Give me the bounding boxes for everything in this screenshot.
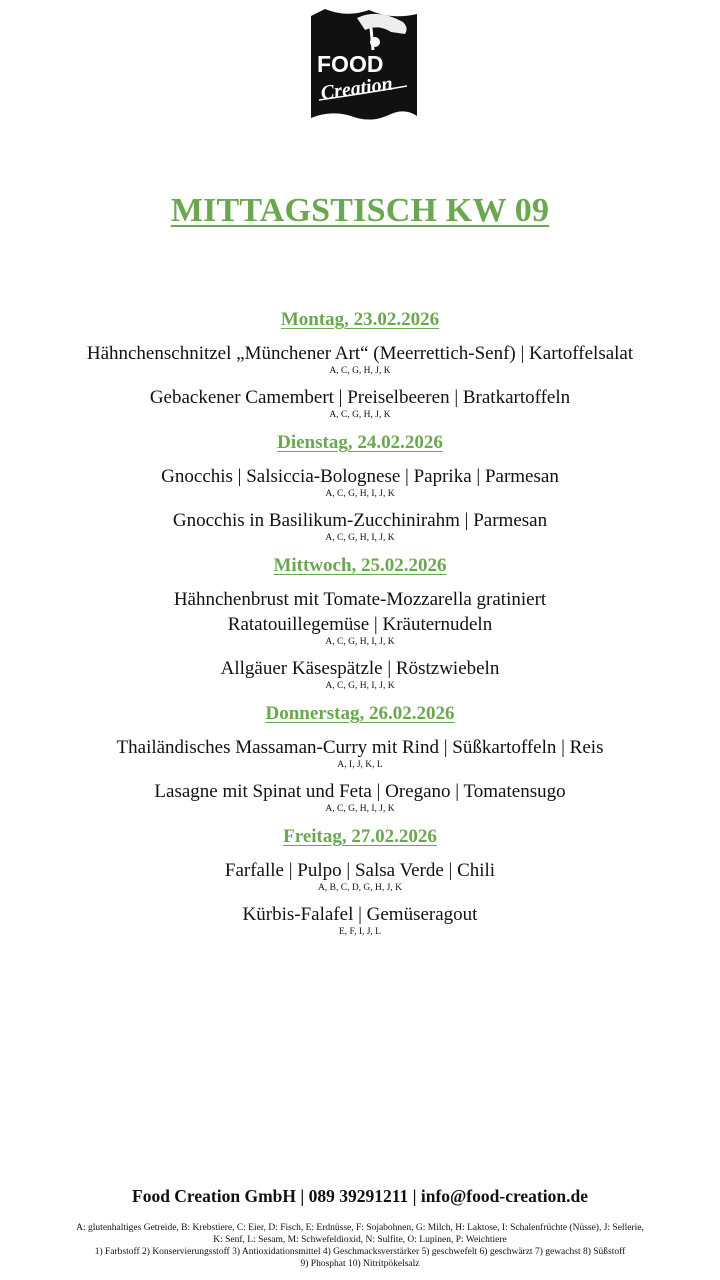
day-heading-wednesday: Mittwoch, 25.02.2026 bbox=[273, 555, 447, 576]
dish-item bbox=[0, 464, 720, 500]
page-title: MITTAGSTISCH KW 09 bbox=[170, 192, 550, 229]
dish-name: Farfalle | Pulpo | Salsa Verde | Chili bbox=[224, 860, 496, 881]
dish-allergens: A, C, G, H, I, J, K bbox=[325, 533, 395, 543]
dish-allergens: A, C, G, H, I, J, K bbox=[325, 804, 395, 814]
dish-name: Thailändisches Massaman-Curry mit Rind | Süßkartoffeln | Reis bbox=[116, 737, 604, 758]
day-heading-friday: Freitag, 27.02.2026 bbox=[283, 826, 437, 847]
dish-allergens: A, C, G, H, J, K bbox=[329, 410, 391, 420]
logo-text-top: FOOD bbox=[317, 51, 384, 77]
dish-item bbox=[0, 779, 720, 815]
allergen-legend bbox=[10, 1222, 710, 1270]
day-heading-thursday: Donnerstag, 26.02.2026 bbox=[265, 703, 455, 724]
dish-name-line-2: Ratatouillegemüse | Kräuternudeln bbox=[227, 614, 493, 635]
weekly-menu bbox=[0, 306, 720, 946]
dish-allergens: A, C, G, H, I, J, K bbox=[325, 681, 395, 691]
dish-item bbox=[0, 902, 720, 938]
dish-name: Gnocchis in Basilikum-Zucchinirahm | Parmesan bbox=[172, 510, 548, 531]
food-creation-logo bbox=[311, 6, 417, 125]
footer-company-info: Food Creation GmbH | 089 39291211 | info@food-creation.de bbox=[132, 1186, 588, 1206]
dish-item bbox=[0, 508, 720, 544]
logo-text-bottom: Creation bbox=[319, 72, 395, 105]
dish-allergens: A, B, C, D, G, H, J, K bbox=[318, 883, 402, 893]
dish-name: Hähnchenbrust mit Tomate-Mozzarella gratiniert bbox=[173, 589, 547, 610]
legend-line: A: glutenhaltiges Getreide, B: Krebstiere, C: Eier, D: Fisch, E: Erdnüsse, F: Sojabohnen, G: Milch, H: Laktose, I: Schalenfrüchte (Nüsse), J: Sellerie, bbox=[76, 1223, 644, 1233]
dish-allergens: A, C, G, H, I, J, K bbox=[325, 637, 395, 647]
dish-allergens: E, F, I, J, L bbox=[339, 927, 381, 937]
dish-allergens: A, C, G, H, I, J, K bbox=[325, 489, 395, 499]
legend-line: 9) Phosphat 10) Nitritpökelsalz bbox=[300, 1259, 420, 1269]
dish-name: Hähnchenschnitzel „Münchener Art“ (Meerrettich-Senf) | Kartoffelsalat bbox=[86, 343, 634, 364]
dish-name: Kürbis-Falafel | Gemüseragout bbox=[242, 904, 478, 925]
day-heading-monday: Montag, 23.02.2026 bbox=[280, 309, 440, 330]
dish-item bbox=[0, 656, 720, 692]
day-heading-tuesday: Dienstag, 24.02.2026 bbox=[277, 432, 443, 453]
dish-item bbox=[0, 385, 720, 421]
dish-name: Gnocchis | Salsiccia-Bolognese | Paprika | Parmesan bbox=[161, 466, 559, 487]
dish-item bbox=[0, 858, 720, 894]
dish-name: Gebackener Camembert | Preiselbeeren | Bratkartoffeln bbox=[149, 387, 571, 408]
legend-line: K: Senf, L: Sesam, M: Schwefeldioxid, N: Sulfite, O: Lupinen, P: Weichtiere bbox=[213, 1235, 507, 1245]
dish-allergens: A, I, J, K, L bbox=[337, 760, 383, 770]
legend-line: 1) Farbstoff 2) Konservierungsstoff 3) Antioxidationsmittel 4) Geschmacksverstärker 5) geschwefelt 6) geschwärzt 7) gewachst 8) Süßstoff bbox=[94, 1247, 626, 1257]
dish-item bbox=[0, 341, 720, 377]
dish-name: Lasagne mit Spinat und Feta | Oregano | Tomatensugo bbox=[154, 781, 566, 802]
dish-item bbox=[0, 735, 720, 771]
dish-allergens: A, C, G, H, J, K bbox=[329, 366, 391, 376]
dish-name: Allgäuer Käsespätzle | Röstzwiebeln bbox=[220, 658, 500, 679]
dish-item bbox=[0, 587, 720, 648]
